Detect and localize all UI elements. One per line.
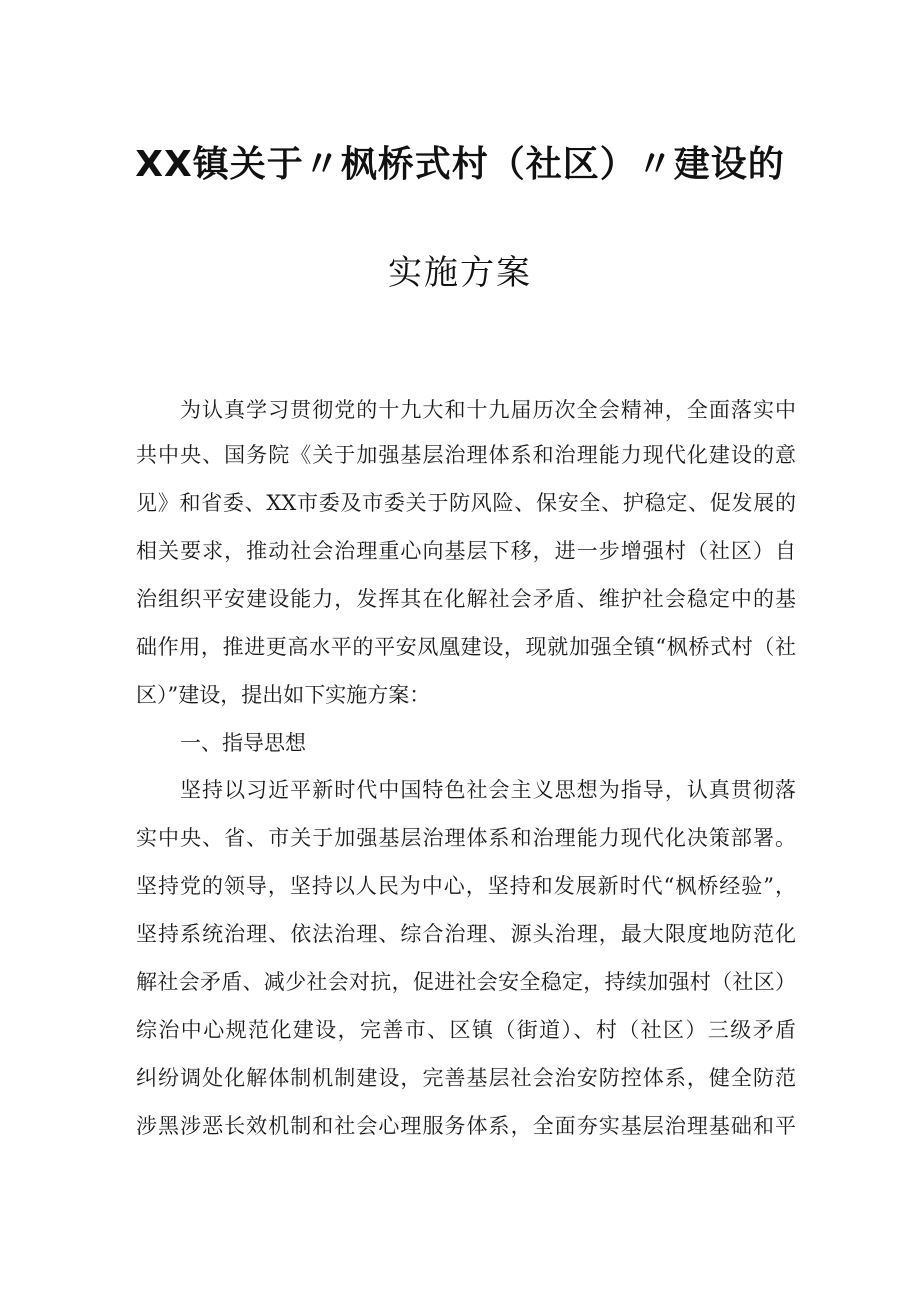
- paragraph-2-line: 纠纷调处化解体制机制建设，完善基层社会治安防控体系，健全防范: [136, 1066, 796, 1090]
- paragraph-1-line: 相关要求，推动社会治理重心向基层下移，进一步增强村（社区）自: [136, 539, 796, 563]
- paragraph-2-line: 坚持以习近平新时代中国特色社会主义思想为指导，认真贯彻落: [180, 778, 796, 802]
- paragraph-1-line: 础作用，推进更高水平的平安凤凰建设，现就加强全镇“枫桥式村（社: [136, 635, 796, 659]
- paragraph-2-line: 坚持党的领导，坚持以人民为中心，坚持和发展新时代“枫桥经验”，: [136, 874, 796, 898]
- paragraph-1-line: 为认真学习贯彻党的十九大和十九届历次全会精神，全面落实中: [180, 398, 796, 422]
- paragraph-1-line: 治组织平安建设能力，发挥其在化解社会矛盾、维护社会稳定中的基: [136, 587, 796, 611]
- paragraph-2-line: 综治中心规范化建设，完善市、区镇（街道）、村（社区）三级矛盾: [136, 1018, 796, 1042]
- section-1-heading: 一、指导思想: [180, 731, 306, 755]
- document-title-line-2: 实施方案: [388, 253, 532, 293]
- paragraph-2-line: 实中央、省、市关于加强基层治理体系和治理能力现代化决策部署。: [136, 826, 796, 850]
- paragraph-2-line: 涉黑涉恶长效机制和社会心理服务体系，全面夯实基层治理基础和平: [136, 1114, 796, 1138]
- document-title-line-1: XX镇关于〃枫桥式村（社区）〃建设的: [135, 144, 785, 185]
- paragraph-2-line: 坚持系统治理、依法治理、综合治理、源头治理，最大限度地防范化: [136, 922, 796, 946]
- paragraph-2-line: 解社会矛盾、减少社会对抗，促进社会安全稳定，持续加强村（社区）: [136, 970, 796, 994]
- paragraph-1-line: 区）”建设，提出如下实施方案：: [136, 683, 431, 707]
- paragraph-1-line: 共中央、国务院《关于加强基层治理体系和治理能力现代化建设的意: [136, 443, 796, 467]
- paragraph-1-line: 见》和省委、XX市委及市委关于防风险、保安全、护稳定、促发展的: [136, 491, 796, 515]
